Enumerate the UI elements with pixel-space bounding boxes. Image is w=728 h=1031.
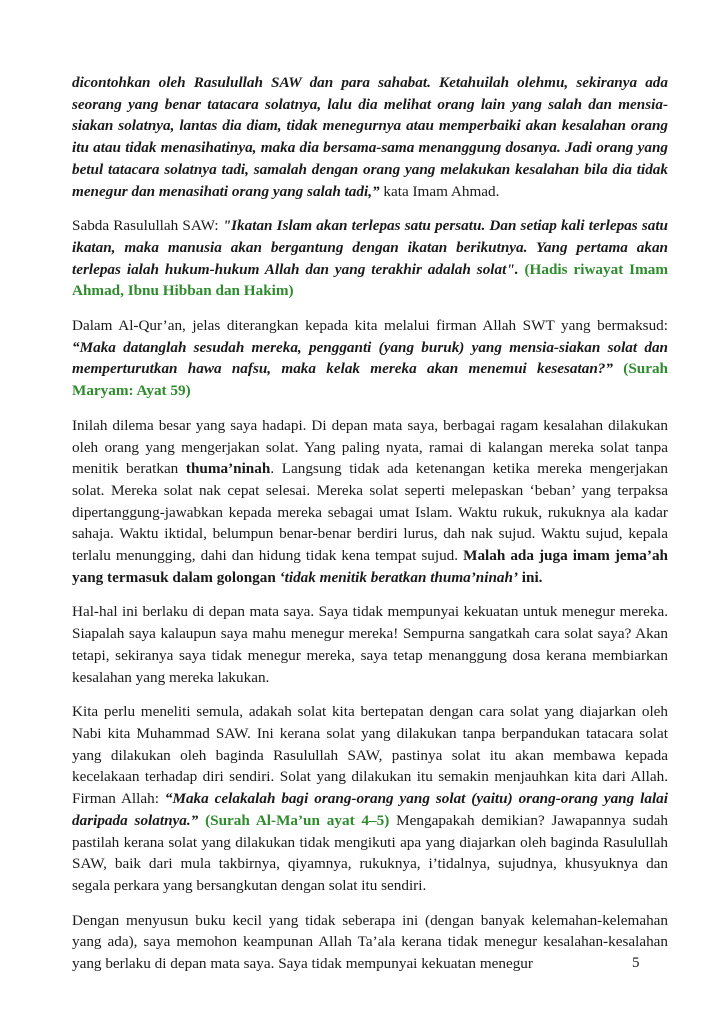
paragraph-quran-maryam <box>72 315 668 402</box>
quote-text: dicontohkan oleh Rasulullah SAW dan para sahabat. Ketahuilah olehmu, sekiranya ada seorang yang benar tatacara solatnya, lalu dia melihat orang lain yang salah dan mensia-siakan solatnya, lantas dia diam, tidak menegurnya atau memperbaiki akan kesalahan orang itu atau tidak menasihatinya, maka dia bersama-sama menanggung dosanya. Jadi orang yang betul tatacara solatnya tadi, samalah dengan orang yang melakukan kesalahan bila dia tidak menegur dan menasihati orang yang salah tadi,” <box>72 74 668 200</box>
paragraph-imam-ahmad-quote <box>72 72 668 202</box>
emphasis-text: ini. <box>518 568 543 586</box>
hadith-citation: (Hadis riwayat Imam Ahmad, Ibnu Hibban dan Hakim) <box>72 260 668 300</box>
body-text: Mengapakah demikian? Jawapannya sudah pastilah kerana solat yang dilakukan tidak mengikuti apa yang diajarkan oleh baginda Rasulullah SAW, baik dari mula takbirnya, qiyamnya, rukuknya, i’tidalnya, sujudnya, khusyuknya dan segala perkara yang bersangkutan dengan solat itu sendiri. <box>72 811 669 894</box>
paragraph-dilemma <box>72 415 668 589</box>
paragraph-hadith <box>72 215 668 302</box>
emphasis-term: thuma’ninah <box>185 460 271 478</box>
document-body <box>72 72 668 988</box>
paragraph-reflection <box>72 601 668 688</box>
attribution-text: kata Imam Ahmad. <box>379 182 500 200</box>
verse-text: “Maka datanglah sesudah mereka, pengganti (yang buruk) yang mensia-siakan solat dan memperturutkan hawa nafsu, maka kelak mereka akan menemui kesesatan?” <box>72 338 668 378</box>
verse-citation: (Surah Al-Ma’un ayat 4–5) <box>198 811 390 829</box>
body-text: Inilah dilema besar yang saya hadapi. Di depan mata saya, berbagai ragam kesalahan dilakukan oleh orang yang mengerjakan solat. Yang paling nyata, ramai di kalangan mereka solat tanpa menitik beratkan <box>72 416 668 478</box>
body-text: . Langsung tidak ada ketenangan ketika mereka mengerjakan solat. Mereka solat nak cepat selesai. Mereka solat seperti melepaskan ‘beban’ yang terpaksa dipertanggung-jawabkan kepada mereka sebagai umat Islam. Waktu rukuk, rukuknya ala kadar sahaja. Waktu iktidal, belumpun benar-benar berdiri lurus, dah nak sujud. Waktu sujud, kepala terlalu menungging, dahi dan hidung tidak kena tempat sujud. <box>72 460 669 565</box>
body-text: Kita perlu meneliti semula, adakah solat kita bertepatan dengan cara solat yang diajarkan oleh Nabi kita Muhammad SAW. Ini kerana solat yang dilakukan tanpa berpandukan tatacara solat yang dilakukan oleh baginda Rasulullah SAW, pastinya solat itu akan membawa kepada kecelakaan terhadap diri sendiri. Solat yang dilakukan itu semakin menjauhkan kita dari Allah. Firman Allah: <box>72 703 668 808</box>
emphasis-text: Malah ada juga imam jema’ah yang termasuk dalam golongan <box>72 547 668 586</box>
intro-text: Dalam Al-Qur’an, jelas diterangkan kepada kita melalui firman Allah SWT yang bermaksud: <box>72 317 668 335</box>
paragraph-closing <box>72 910 668 975</box>
page-number: 5 <box>632 955 640 971</box>
hadith-text: "Ikatan Islam akan terlepas satu persatu. Dan setiap kali terlepas satu ikatan, maka manusia akan bergantung dengan ikatan berikutnya. Yang pertama akan terlepas ialah hukum-hukum Allah dan yang terakhir adalah solat". <box>72 217 668 278</box>
body-text: Dengan menyusun buku kecil yang tidak seberapa ini (dengan banyak kelemahan-kelemahan yang ada), saya memohon keampunan Allah Ta’ala kerana tidak menegur kesalahan-kesalahan yang berlaku di depan mata saya. Saya tidak mempunyai kekuatan menegur <box>72 911 668 973</box>
body-text: Hal-hal ini berlaku di depan mata saya. Saya tidak mempunyai kekuatan untuk menegur mereka. Siapalah saya kalaupun saya mahu menegur mereka! Sempurna sangatkah cara solat saya? Akan tetapi, sekiranya saya tidak menegur mereka, saya tetap menanggung dosa kerana membiarkan kesalahan yang mereka lakukan. <box>72 603 668 686</box>
verse-text: “Maka celakalah bagi orang-orang yang solat (yaitu) orang-orang yang lalai daripada solatnya.” <box>72 790 668 829</box>
intro-text: Sabda Rasulullah SAW: <box>72 217 223 235</box>
paragraph-al-maun <box>72 701 668 896</box>
verse-citation: (Surah Maryam: Ayat 59) <box>72 360 668 400</box>
emphasis-quote: ‘tidak menitik beratkan thuma’ninah’ <box>279 568 518 586</box>
